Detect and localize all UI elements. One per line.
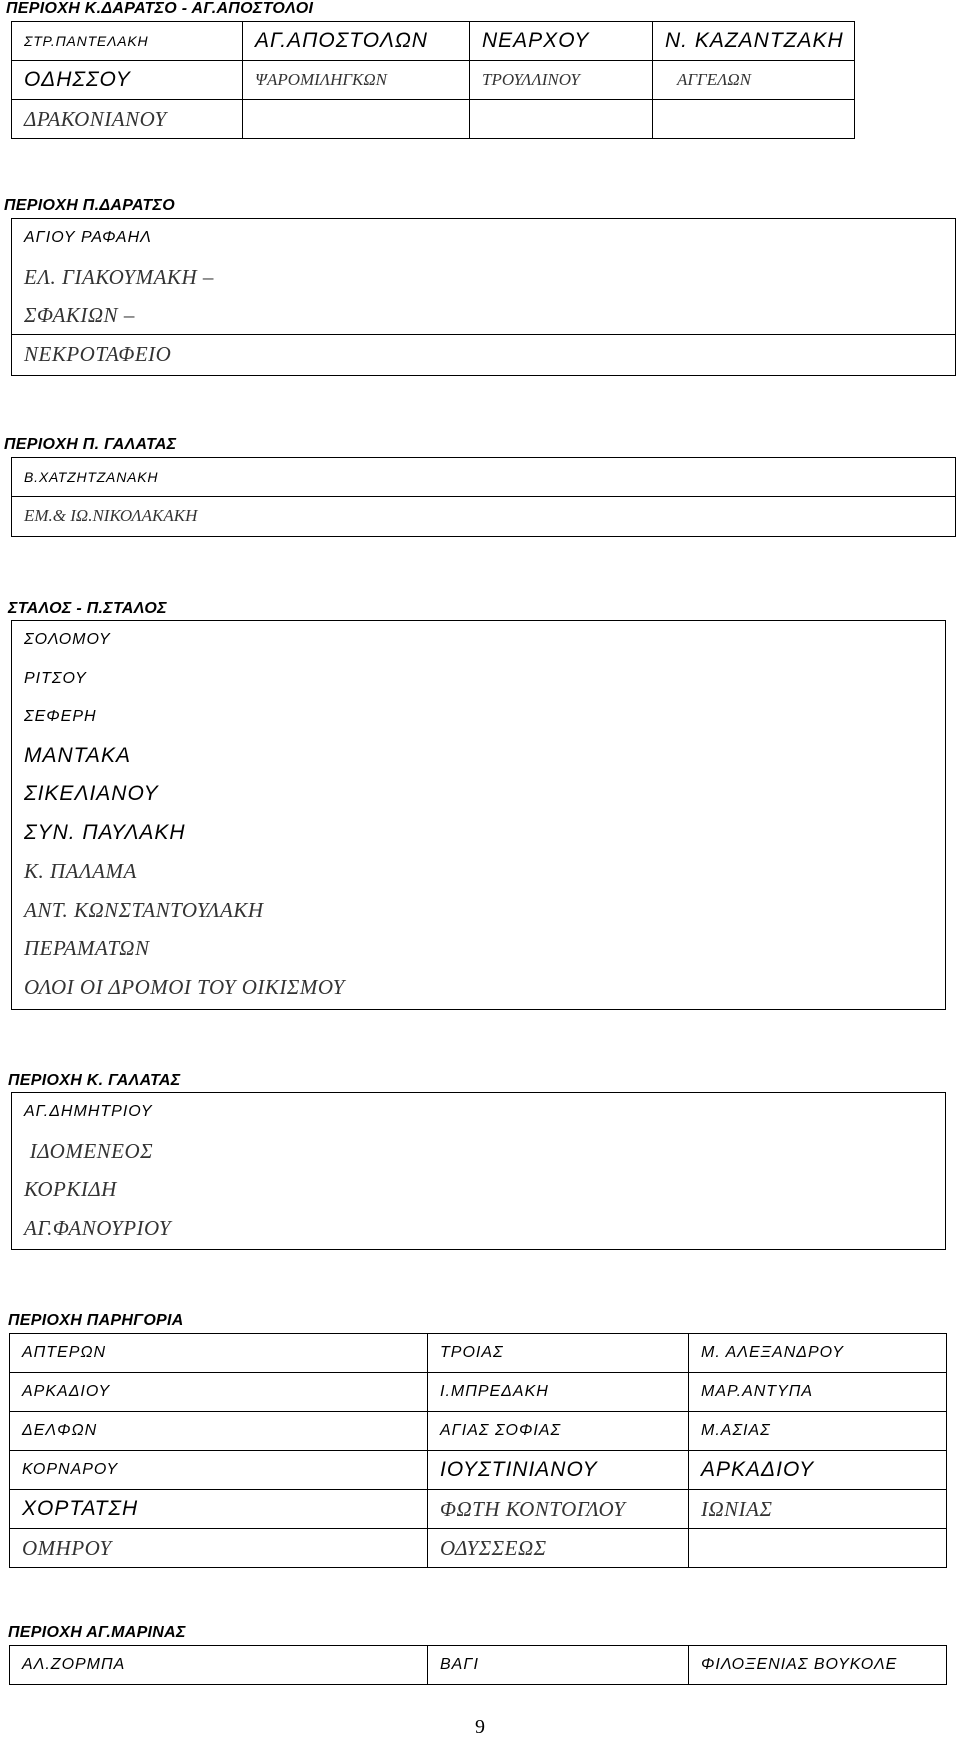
streets-box-p-daratso: [11, 218, 956, 376]
table-row: [12, 61, 855, 100]
list-item: ΕΜ.& ΙΩ.ΝΙΚΟΛΑΚΑΚΗ: [24, 505, 198, 525]
street-cell: ΑΛ.ΖΟΡΜΠΑ: [10, 1646, 428, 1685]
table-row: [12, 100, 855, 139]
streets-table-parigoria: [9, 1333, 947, 1568]
table-row: [10, 1490, 947, 1529]
list-item: ΣΙΚΕΛΙΑΝΟΥ: [24, 782, 159, 805]
list-item: ΑΓΙΟΥ ΡΑΦΑΗΛ: [24, 229, 152, 246]
street-cell: ΚΟΡΝΑΡΟΥ: [10, 1451, 428, 1490]
table-row: [10, 1373, 947, 1412]
empty-cell: [689, 1529, 947, 1568]
list-item: ΣΕΦΕΡΗ: [24, 708, 97, 725]
street-cell: ΑΓ.ΑΠΟΣΤΟΛΩΝ: [243, 22, 470, 61]
table-row: [10, 1451, 947, 1490]
section-title-stalos: ΣΤΑΛΟΣ - Π.ΣΤΑΛΟΣ: [8, 600, 167, 617]
page-number: 9: [475, 1716, 485, 1738]
street-cell: ΑΠΤΕΡΩΝ: [10, 1334, 428, 1373]
street-cell: ΟΜΗΡΟΥ: [10, 1529, 428, 1568]
street-cell: ΔΕΛΦΩΝ: [10, 1412, 428, 1451]
street-cell: ΧΟΡΤΑΤΣΗ: [10, 1490, 428, 1529]
street-cell: Μ.ΑΣΙΑΣ: [689, 1412, 947, 1451]
section-title-k-daratso: ΠΕΡΙΟΧΗ Κ.ΔΑΡΑΤΣΟ - ΑΓ.ΑΠΟΣΤΟΛΟΙ: [6, 0, 314, 17]
empty-cell: [653, 100, 855, 139]
list-item: ΙΔΟΜΕΝΕΟΣ: [24, 1138, 154, 1163]
streets-box-k-galatas: [11, 1092, 946, 1250]
streets-table-ag-marinas: [9, 1645, 947, 1685]
streets-table-k-daratso: [11, 21, 855, 139]
street-cell: ΑΡΚΑΔΙΟΥ: [689, 1451, 947, 1490]
street-cell: ΔΡΑΚΟΝΙΑΝΟΥ: [12, 100, 243, 139]
street-cell: ΟΔΥΣΣΕΩΣ: [428, 1529, 689, 1568]
street-cell: ΝΕΑΡΧΟΥ: [470, 22, 653, 61]
street-cell: ΤΡΟΙΑΣ: [428, 1334, 689, 1373]
list-item: ΚΟΡΚΙΔΗ: [24, 1177, 117, 1201]
list-item: ΣΦΑΚΙΩΝ –: [12, 296, 955, 335]
table-row: [12, 22, 855, 61]
list-item: Κ. ΠΑΛΑΜΑ: [24, 859, 137, 883]
list-item: ΡΙΤΣΟΥ: [24, 669, 87, 687]
section-title-ag-marinas: ΠΕΡΙΟΧΗ ΑΓ.ΜΑΡΙΝΑΣ: [8, 1624, 186, 1641]
section-title-p-daratso: ΠΕΡΙΟΧΗ Π.ΔΑΡΑΤΣΟ: [4, 197, 175, 214]
streets-box-p-galatas: [11, 457, 956, 537]
street-cell: ΦΩΤΗ ΚΟΝΤΟΓΛΟΥ: [428, 1490, 689, 1529]
street-cell: ΙΩΝΙΑΣ: [689, 1490, 947, 1529]
empty-cell: [470, 100, 653, 139]
list-item: ΠΕΡΑΜΑΤΩΝ: [24, 936, 150, 960]
street-cell: Μ. ΑΛΕΞΑΝΔΡΟΥ: [689, 1334, 947, 1373]
list-item: ΑΓ.ΔΗΜΗΤΡΙΟΥ: [24, 1103, 153, 1120]
street-cell: ΦΙΛΟΞΕΝΙΑΣ ΒΟΥΚΟΛΕ: [689, 1646, 947, 1685]
street-cell: ΤΡΟΥΛΛΙΝΟΥ: [470, 61, 653, 100]
table-row: [10, 1412, 947, 1451]
section-title-k-galatas: ΠΕΡΙΟΧΗ Κ. ΓΑΛΑΤΑΣ: [8, 1072, 181, 1089]
street-cell: ΒΑΓΙ: [428, 1646, 689, 1685]
table-row: [10, 1646, 947, 1685]
section-title-parigoria: ΠΕΡΙΟΧΗ ΠΑΡΗΓΟΡΙΑ: [8, 1312, 184, 1329]
list-item: ΕΛ. ΓΙΑΚΟΥΜΑΚΗ –: [24, 264, 214, 289]
table-row: [10, 1334, 947, 1373]
streets-box-stalos: [11, 620, 946, 1010]
empty-cell: [243, 100, 470, 139]
street-cell: ΙΟΥΣΤΙΝΙΑΝΟΥ: [428, 1451, 689, 1490]
list-item: ΣΥΝ. ΠΑΥΛΑΚΗ: [24, 820, 186, 844]
street-cell: Ι.ΜΠΡΕΔΑΚΗ: [428, 1373, 689, 1412]
list-item: ΣΟΛΟΜΟΥ: [24, 631, 111, 648]
street-cell: ΨΑΡΟΜΙΛΗΓΚΩΝ: [243, 61, 470, 100]
street-cell: ΟΔΗΣΣΟΥ: [12, 61, 243, 100]
list-item: ΟΛΟΙ ΟΙ ΔΡΟΜΟΙ ΤΟΥ ΟΙΚΙΣΜΟΥ: [24, 974, 345, 999]
list-item: ΑΝΤ. ΚΩΝΣΤΑΝΤΟΥΛΑΚΗ: [24, 897, 264, 922]
street-cell: Ν. ΚΑΖΑΝΤΖΑΚΗ: [653, 22, 855, 61]
list-item: ΝΕΚΡΟΤΑΦΕΙΟ: [24, 341, 172, 366]
street-cell: ΑΓΓΕΛΩΝ: [653, 61, 855, 100]
table-row: [10, 1529, 947, 1568]
list-item: ΜΑΝΤΑΚΑ: [24, 743, 131, 767]
street-cell: ΣΤΡ.ΠΑΝΤΕΛΑΚΗ: [12, 22, 243, 61]
street-cell: ΑΡΚΑΔΙΟΥ: [10, 1373, 428, 1412]
list-item: Β.ΧΑΤΖΗΤΖΑΝΑΚΗ: [12, 458, 955, 497]
street-cell: ΜΑΡ.ΑΝΤΥΠΑ: [689, 1373, 947, 1412]
section-title-p-galatas: ΠΕΡΙΟΧΗ Π. ΓΑΛΑΤΑΣ: [4, 436, 177, 453]
list-item: ΑΓ.ΦΑΝΟΥΡΙΟΥ: [24, 1215, 172, 1240]
street-cell: ΑΓΙΑΣ ΣΟΦΙΑΣ: [428, 1412, 689, 1451]
